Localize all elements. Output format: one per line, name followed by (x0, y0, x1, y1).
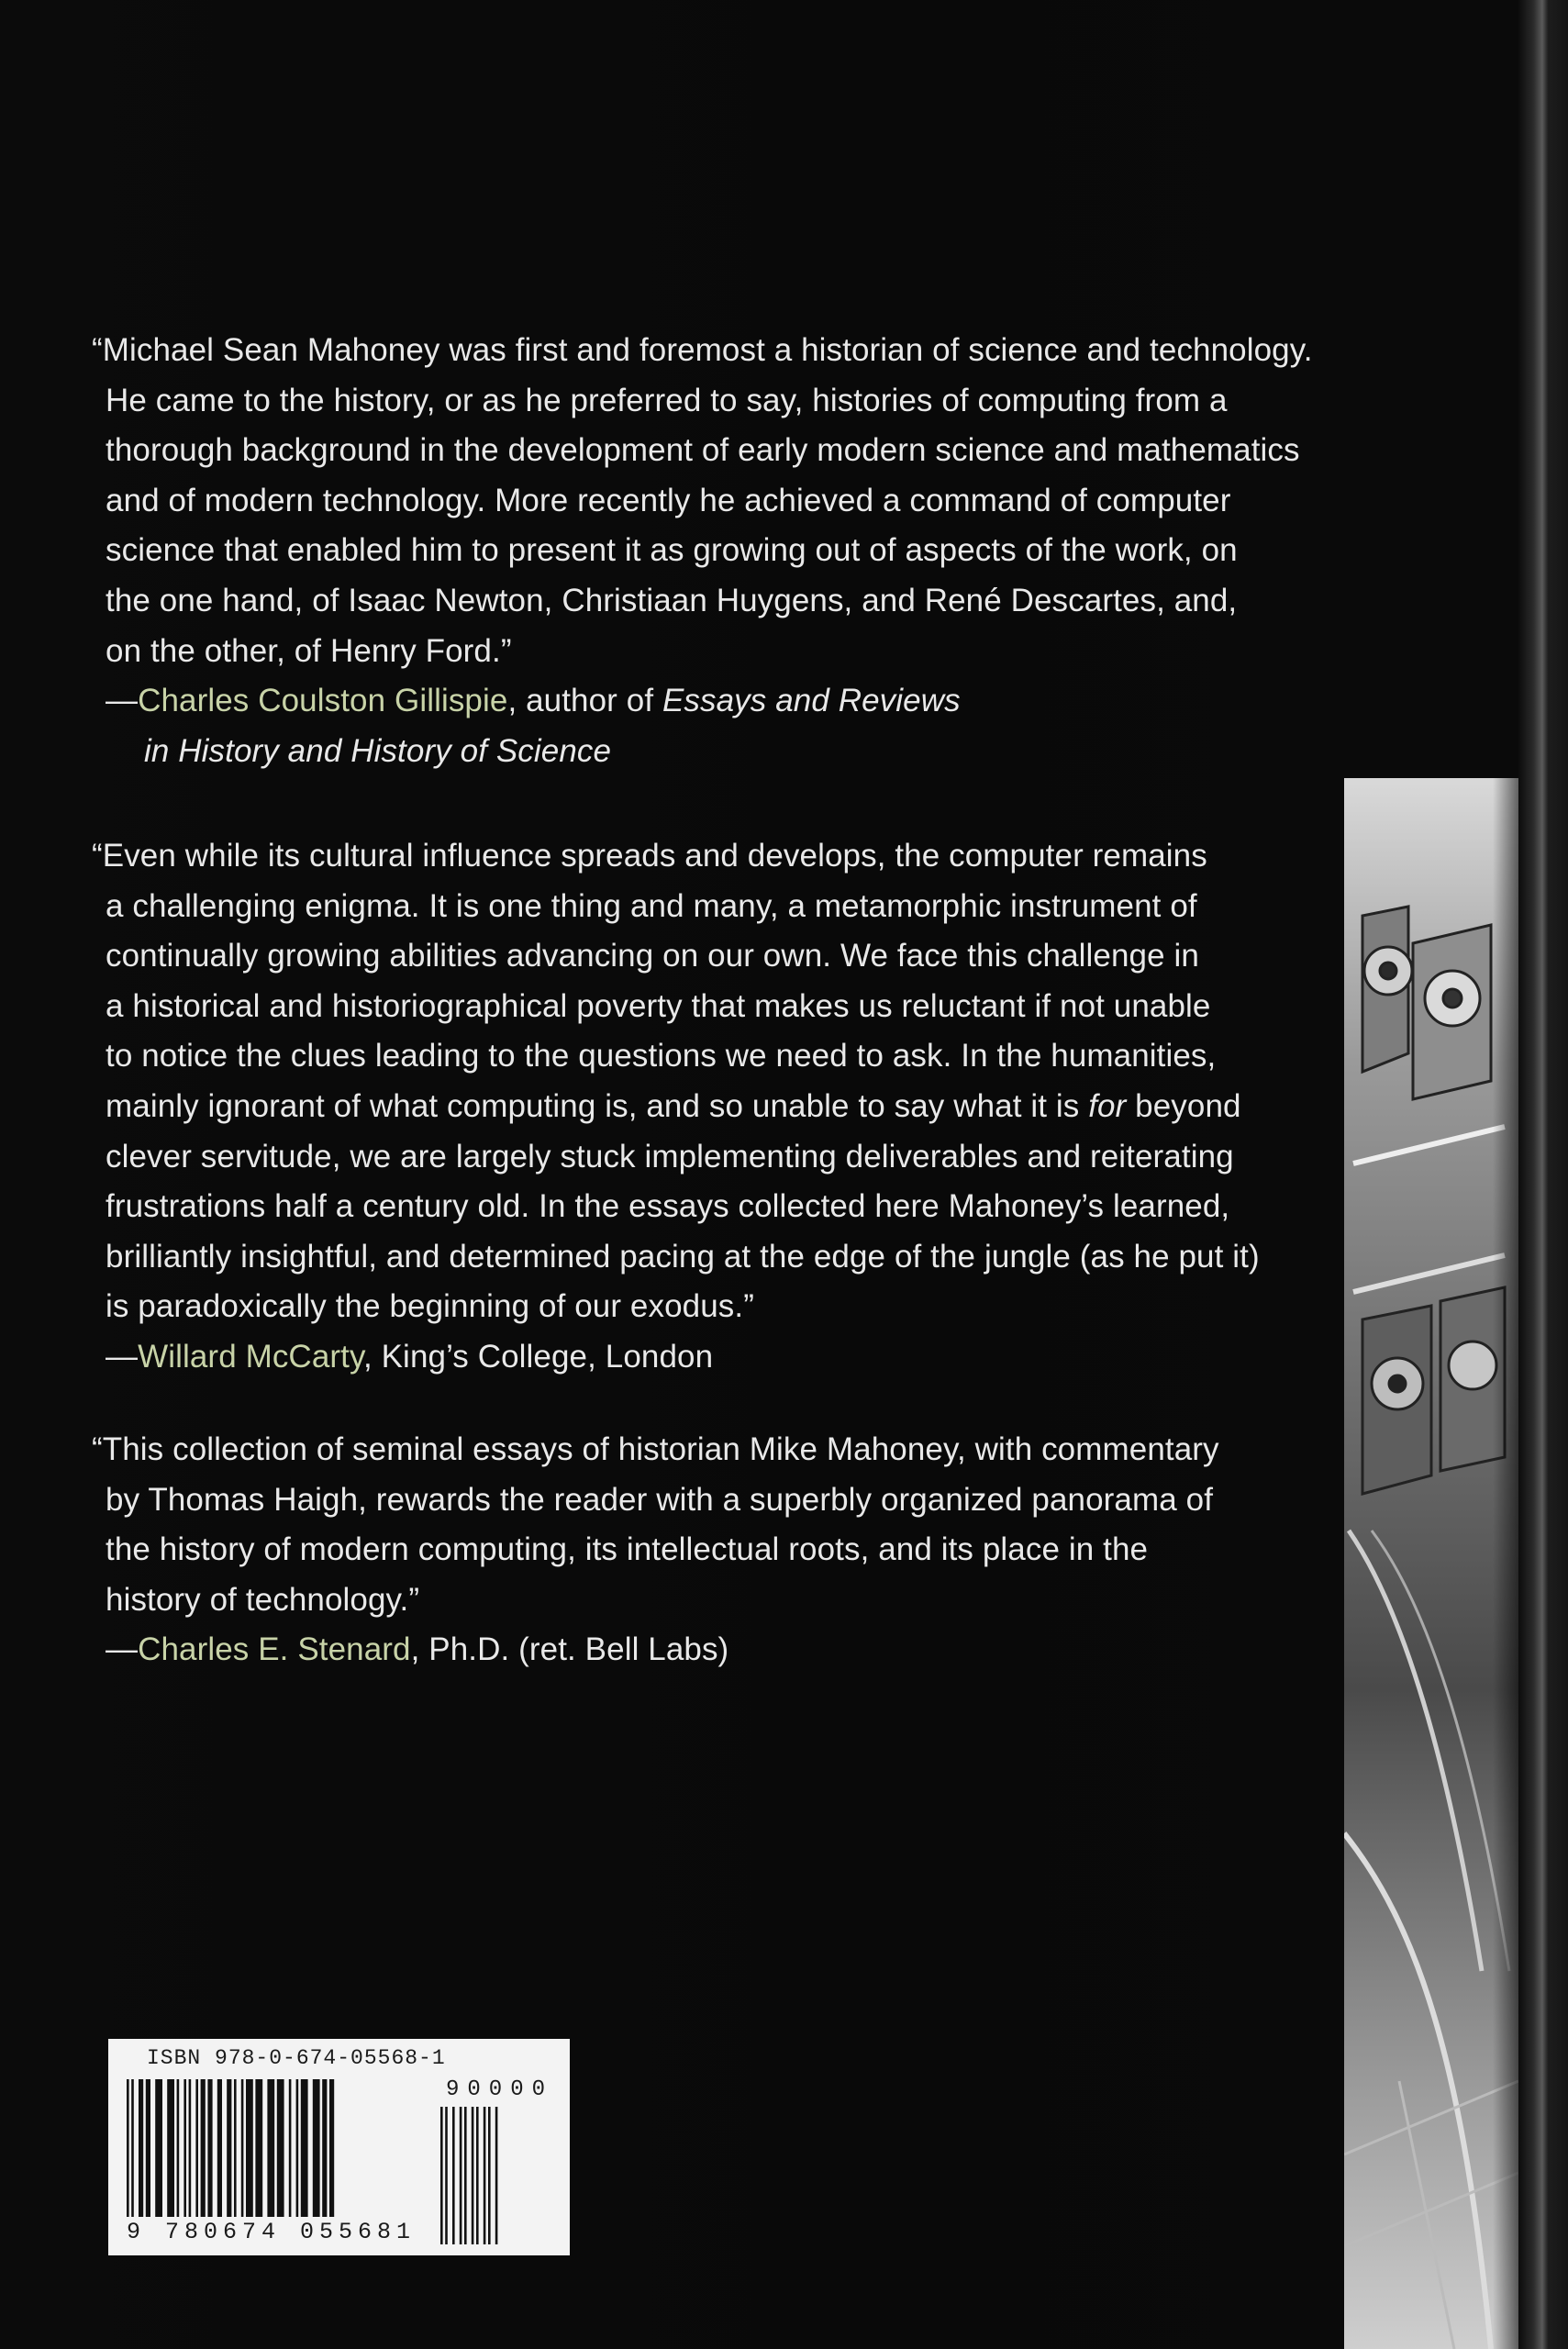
quote-3-attribution (92, 1625, 1321, 1675)
barcode-bar (255, 2079, 262, 2217)
quote-line: by Thomas Haigh, rewards the reader with a superbly organized panorama of (106, 1481, 1214, 1518)
quote-line: frustrations half a century old. In the essays collected here Mahoney’s learned, (106, 1188, 1230, 1225)
barcode-bar (495, 2107, 498, 2244)
barcode-bar (460, 2107, 462, 2244)
barcode-bar (189, 2079, 192, 2217)
quote-line: He came to the history, or as he preferred to say, histories of computing from a (106, 382, 1228, 418)
isbn-label: ISBN 978-0-674-05568-1 (147, 2046, 446, 2070)
attribution-dash: — (106, 1338, 139, 1375)
barcode-bar (476, 2107, 479, 2244)
barcode-bar (139, 2079, 143, 2217)
barcode-bar (227, 2079, 231, 2217)
quote-line: science that enabled him to present it as growing out of aspects of the work, on (106, 532, 1238, 569)
barcode-bar (177, 2079, 180, 2217)
quote-line: is paradoxically the beginning of our exodus.” (106, 1288, 754, 1325)
barcode-bar (146, 2079, 150, 2217)
quote-3-text (92, 1425, 1321, 1625)
attribution-dash: — (106, 683, 139, 719)
barcode-bar (464, 2107, 467, 2244)
quote-line: thorough background in the development of early modern science and mathematics (106, 432, 1300, 469)
barcode-bar (267, 2079, 274, 2217)
quote-line: the history of modern computing, its intellectual roots, and its place in the (106, 1531, 1149, 1568)
barcode-bar (289, 2079, 292, 2217)
barcode-bar (155, 2079, 162, 2217)
barcode-bar (183, 2079, 186, 2217)
blurb-quote-1 (92, 326, 1321, 776)
author-name: Charles Coulston Gillispie (138, 683, 508, 719)
barcode-bar (127, 2079, 129, 2217)
barcode-bar (201, 2079, 206, 2217)
quote-line: brilliantly insightful, and determined pacing at the edge of the jungle (as he put it) (106, 1238, 1260, 1275)
quote-line-tail: beyond (1126, 1087, 1241, 1124)
quote-line: clever servitude, we are largely stuck implementing deliverables and reiterating (106, 1138, 1234, 1174)
quote-line: a historical and historiographical poverty that makes us reluctant if not unable (106, 987, 1211, 1024)
barcode-bar (322, 2079, 327, 2217)
affiliation: , Ph.D. (ret. Bell Labs) (410, 1631, 729, 1668)
quote-2-text (92, 831, 1321, 1332)
quote-1-text (92, 326, 1321, 676)
barcode-bar (329, 2079, 334, 2217)
spine-fold (1518, 0, 1568, 2349)
ean-digits: 9 780674 055681 (127, 2219, 417, 2245)
spine-photo-computer-room (1344, 778, 1518, 2349)
quote-1-attribution (92, 676, 1321, 776)
barcode-bar (445, 2107, 448, 2244)
quote-line: “Michael Sean Mahoney was first and foremost a historian of science and technology. (92, 332, 1313, 368)
quote-line: history of technology.” (106, 1581, 420, 1618)
attribution-dash: — (106, 1631, 139, 1668)
quote-line: and of modern technology. More recently he achieved a command of computer (106, 482, 1231, 518)
photo-shadow (1493, 778, 1518, 2349)
author-name: Charles E. Stenard (138, 1631, 411, 1668)
quote-2-attribution (92, 1332, 1321, 1383)
barcode-bar (195, 2079, 198, 2217)
barcode-bar (241, 2079, 244, 2217)
barcode-bar (472, 2107, 474, 2244)
addon-digits: 90000 (446, 2077, 554, 2102)
isbn-barcode (108, 2039, 570, 2255)
barcode-bar (131, 2079, 134, 2217)
barcode-bar (217, 2079, 222, 2217)
barcode-bar (296, 2079, 299, 2217)
barcode-bar (313, 2079, 320, 2217)
barcode-bar (488, 2107, 491, 2244)
author-name: Willard McCarty (138, 1338, 363, 1375)
quote-line: mainly ignorant of what computing is, and so unable to say what it is (106, 1087, 1089, 1124)
barcode-bar (452, 2107, 455, 2244)
addon-barcode-bars (440, 2107, 501, 2244)
italic-word: for (1088, 1087, 1127, 1124)
barcode-bar (207, 2079, 212, 2217)
barcode-bar (277, 2079, 284, 2217)
blurb-quote-3 (92, 1425, 1321, 1675)
quote-line: continually growing abilities advancing on our own. We face this challenge in (106, 938, 1199, 974)
quote-line: “This collection of seminal essays of historian Mike Mahoney, with commentary (92, 1431, 1219, 1467)
book-title-cont: in History and History of Science (144, 732, 612, 769)
barcode-bar (167, 2079, 174, 2217)
ean13-barcode-bars (127, 2079, 339, 2217)
quote-line: on the other, of Henry Ford.” (106, 632, 512, 669)
quote-line: “Even while its cultural influence spreads and develops, the computer remains (92, 838, 1207, 874)
barcode-bar (246, 2079, 253, 2217)
book-title: Essays and Reviews (662, 683, 961, 719)
quote-line: to notice the clues leading to the questions we need to ask. In the humanities, (106, 1038, 1217, 1074)
affiliation: , author of (507, 683, 662, 719)
quote-line: a challenging enigma. It is one thing and many, a metamorphic instrument of (106, 887, 1197, 924)
barcode-bar (484, 2107, 486, 2244)
barcode-bar (301, 2079, 308, 2217)
quote-line: the one hand, of Isaac Newton, Christiaan Huygens, and René Descartes, and, (106, 582, 1238, 618)
barcode-bar (234, 2079, 237, 2217)
affiliation: , King’s College, London (362, 1338, 714, 1375)
barcode-bar (440, 2107, 443, 2244)
blurb-quote-2 (92, 831, 1321, 1383)
